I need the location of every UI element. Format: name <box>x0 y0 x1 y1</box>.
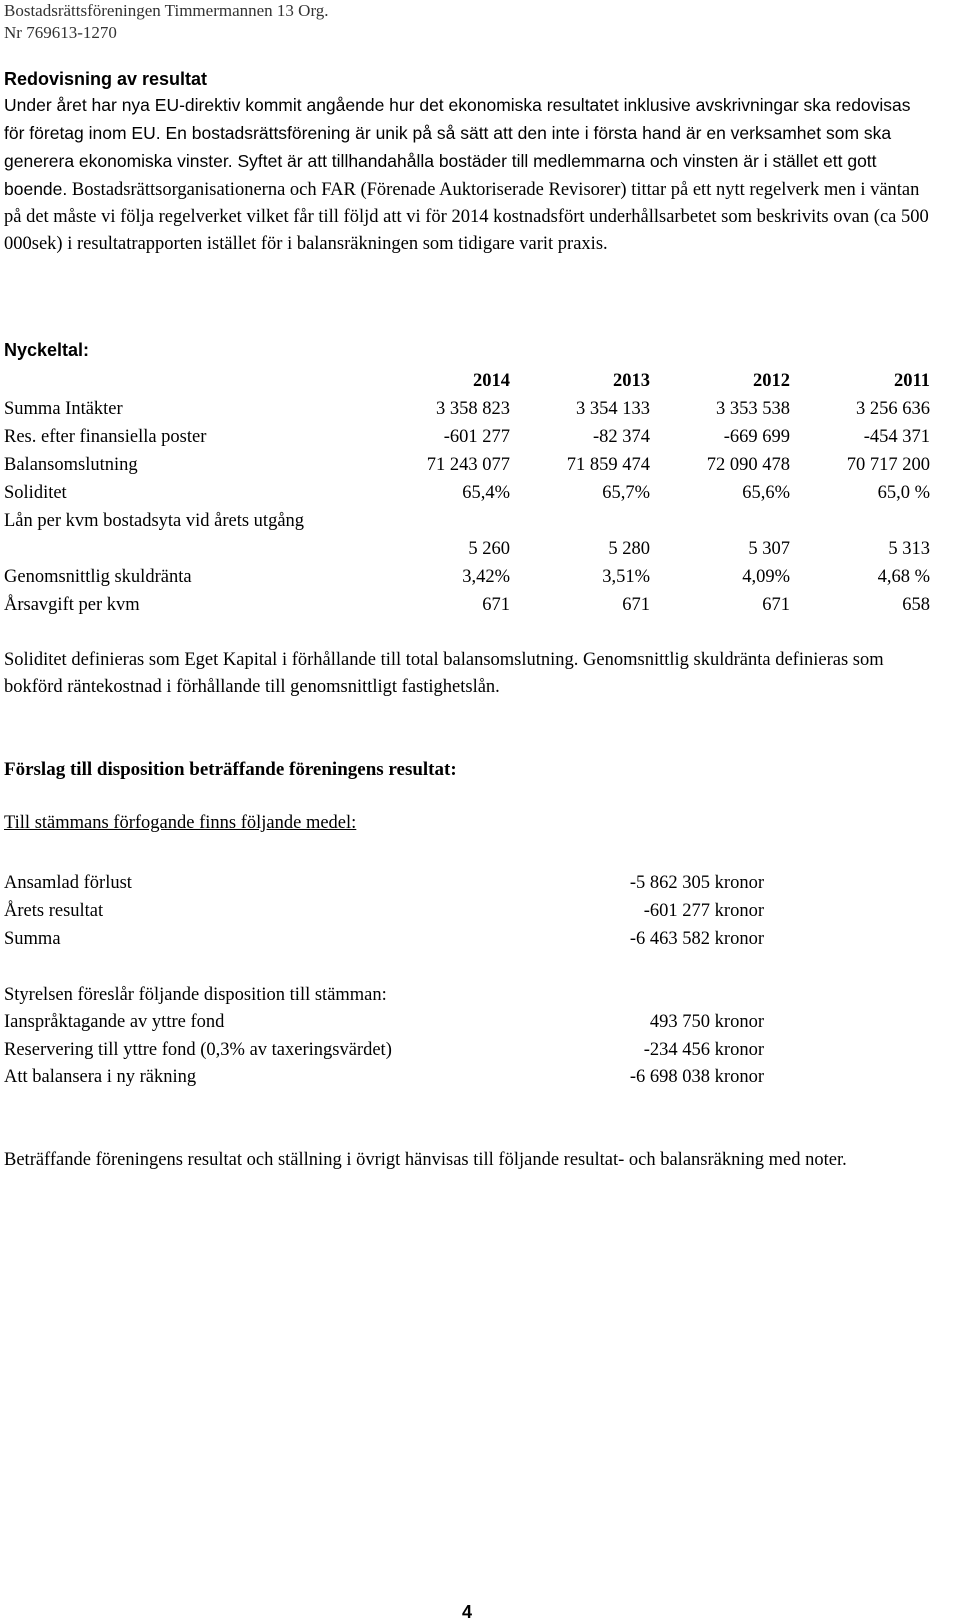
cell-value: 72 090 478 <box>706 455 790 475</box>
medel-label: Summa <box>4 929 61 949</box>
cell-value <box>510 507 650 535</box>
cell-value: 65,7% <box>602 483 650 503</box>
cell-value: 65,4% <box>462 483 510 503</box>
closing-paragraph: Beträffande föreningens resultat och ställning i övrigt hänvisas till följande resultat- och balansräkning med noter. <box>4 1150 847 1170</box>
page-number: 4 <box>462 1602 473 1622</box>
cell-value: 3,51% <box>602 567 650 587</box>
redovisning-text-serif: Bostadsrättsorganisationerna och FAR (Förenade Auktoriserade Revisorer) tittar på ett nytt regelverk men i väntan på det måste vi följa regelverket vilket får till följd att vi för 2014 kostnadsfört underhållsarbetet som beskrivits ovan (ca 500 000sek) i resultatrapporten istället för i balansräkningen som tidigare varit praxis. <box>4 180 929 254</box>
nyckeltal-table-wrap <box>4 367 930 619</box>
year-header: 2013 <box>613 371 650 391</box>
row-label: Lån per kvm bostadsyta vid årets utgång <box>4 511 305 531</box>
table-row <box>4 563 930 591</box>
document-header <box>4 0 329 44</box>
cell-value: 4,09% <box>742 567 790 587</box>
medel-row <box>4 925 764 953</box>
nyckeltal-table <box>4 367 930 619</box>
medel-label: Ansamlad förlust <box>4 873 132 893</box>
redovisning-paragraph <box>4 92 934 258</box>
redovisning-title: Redovisning av resultat <box>4 69 208 89</box>
cell-value <box>790 507 930 535</box>
row-label: Balansomslutning <box>4 455 138 475</box>
table-row <box>4 395 930 423</box>
table-row <box>4 423 930 451</box>
cell-value: 71 859 474 <box>566 455 650 475</box>
disposition-row <box>4 1008 764 1036</box>
disposition-intro: Styrelsen föreslår följande disposition till stämman: <box>4 985 387 1005</box>
cell-value: 71 243 077 <box>426 455 510 475</box>
forslag-subtitle: Till stämmans förfogande finns följande medel: <box>4 813 357 833</box>
cell-value: 4,68 % <box>877 567 930 587</box>
org-name: Bostadsrättsföreningen Timmermannen 13 <box>4 1 294 20</box>
cell-value: 5 260 <box>468 539 510 559</box>
year-header-row <box>4 367 930 395</box>
cell-value: 658 <box>902 595 930 615</box>
table-row <box>4 507 930 535</box>
cell-value: 70 717 200 <box>846 455 930 475</box>
cell-value: -454 371 <box>863 427 930 447</box>
year-header: 2012 <box>753 371 790 391</box>
cell-value: 3,42% <box>462 567 510 587</box>
cell-value <box>650 507 790 535</box>
cell-value: 671 <box>482 595 510 615</box>
cell-value: 3 353 538 <box>716 399 790 419</box>
header-line-1 <box>4 0 329 22</box>
medel-row <box>4 869 764 897</box>
medel-value: -6 463 582 kronor <box>629 929 764 949</box>
redovisning-text-sans: Under året har nya EU-direktiv kommit angående hur det ekonomiska resultatet inklusive avskrivningar ska redovisas för företag inom EU. En bostadsrättsförening är unik på så sätt att den inte i första hand är en verksamhet som ska generera ekonomiska vinster. Syftet är att tillhandahålla bostäder till medlemmarna och vinsten är i stället ett gott boende. <box>4 95 911 199</box>
cell-value: 5 307 <box>748 539 790 559</box>
definition-paragraph: Soliditet definieras som Eget Kapital i förhållande till total balansomslutning. Genomsnittlig skuldränta definieras som bokförd räntekostnad i förhållande till genomsnittligt fastighetslån. <box>4 650 884 697</box>
disposition-value: -6 698 038 kronor <box>629 1067 764 1087</box>
cell-value: 65,6% <box>742 483 790 503</box>
cell-value: 3 358 823 <box>436 399 510 419</box>
cell-value: 671 <box>762 595 790 615</box>
cell-value: -82 374 <box>592 427 650 447</box>
year-header: 2014 <box>473 371 510 391</box>
disposition-value: 493 750 kronor <box>649 1012 764 1032</box>
table-row <box>4 591 930 619</box>
cell-value <box>370 507 510 535</box>
cell-value: -601 277 <box>443 427 510 447</box>
orgnr: Nr 769613-1270 <box>4 23 117 42</box>
medel-label: Årets resultat <box>4 901 104 921</box>
disposition-value: -234 456 kronor <box>643 1040 764 1060</box>
disposition-label: Ianspråktagande av yttre fond <box>4 1012 225 1032</box>
orgnr-label: Org. <box>298 1 329 20</box>
cell-value: 671 <box>622 595 650 615</box>
disposition-row <box>4 1036 764 1064</box>
cell-value: 5 313 <box>888 539 930 559</box>
cell-value: -669 699 <box>723 427 790 447</box>
table-row <box>4 535 930 563</box>
medel-value: -601 277 kronor <box>643 901 764 921</box>
medel-row <box>4 897 764 925</box>
cell-value: 5 280 <box>608 539 650 559</box>
row-label: Årsavgift per kvm <box>4 595 140 615</box>
row-label: Genomsnittlig skuldränta <box>4 567 192 587</box>
row-label: Summa Intäkter <box>4 399 123 419</box>
row-label <box>4 535 370 563</box>
disposition-label: Reservering till yttre fond (0,3% av taxeringsvärdet) <box>4 1040 392 1060</box>
redovisning-section <box>4 66 934 258</box>
row-label: Soliditet <box>4 483 67 503</box>
table-row <box>4 451 930 479</box>
disposition-row <box>4 1063 764 1091</box>
cell-value: 3 354 133 <box>576 399 650 419</box>
year-header: 2011 <box>894 371 930 391</box>
cell-value: 65,0 % <box>877 483 930 503</box>
forslag-title: Förslag till disposition beträffande föreningens resultat: <box>4 759 457 780</box>
nyckeltal-title: Nyckeltal: <box>4 340 90 360</box>
row-label: Res. efter finansiella poster <box>4 427 207 447</box>
medel-value: -5 862 305 kronor <box>629 873 764 893</box>
cell-value: 3 256 636 <box>856 399 930 419</box>
disposition-label: Att balansera i ny räkning <box>4 1067 197 1087</box>
table-row <box>4 479 930 507</box>
